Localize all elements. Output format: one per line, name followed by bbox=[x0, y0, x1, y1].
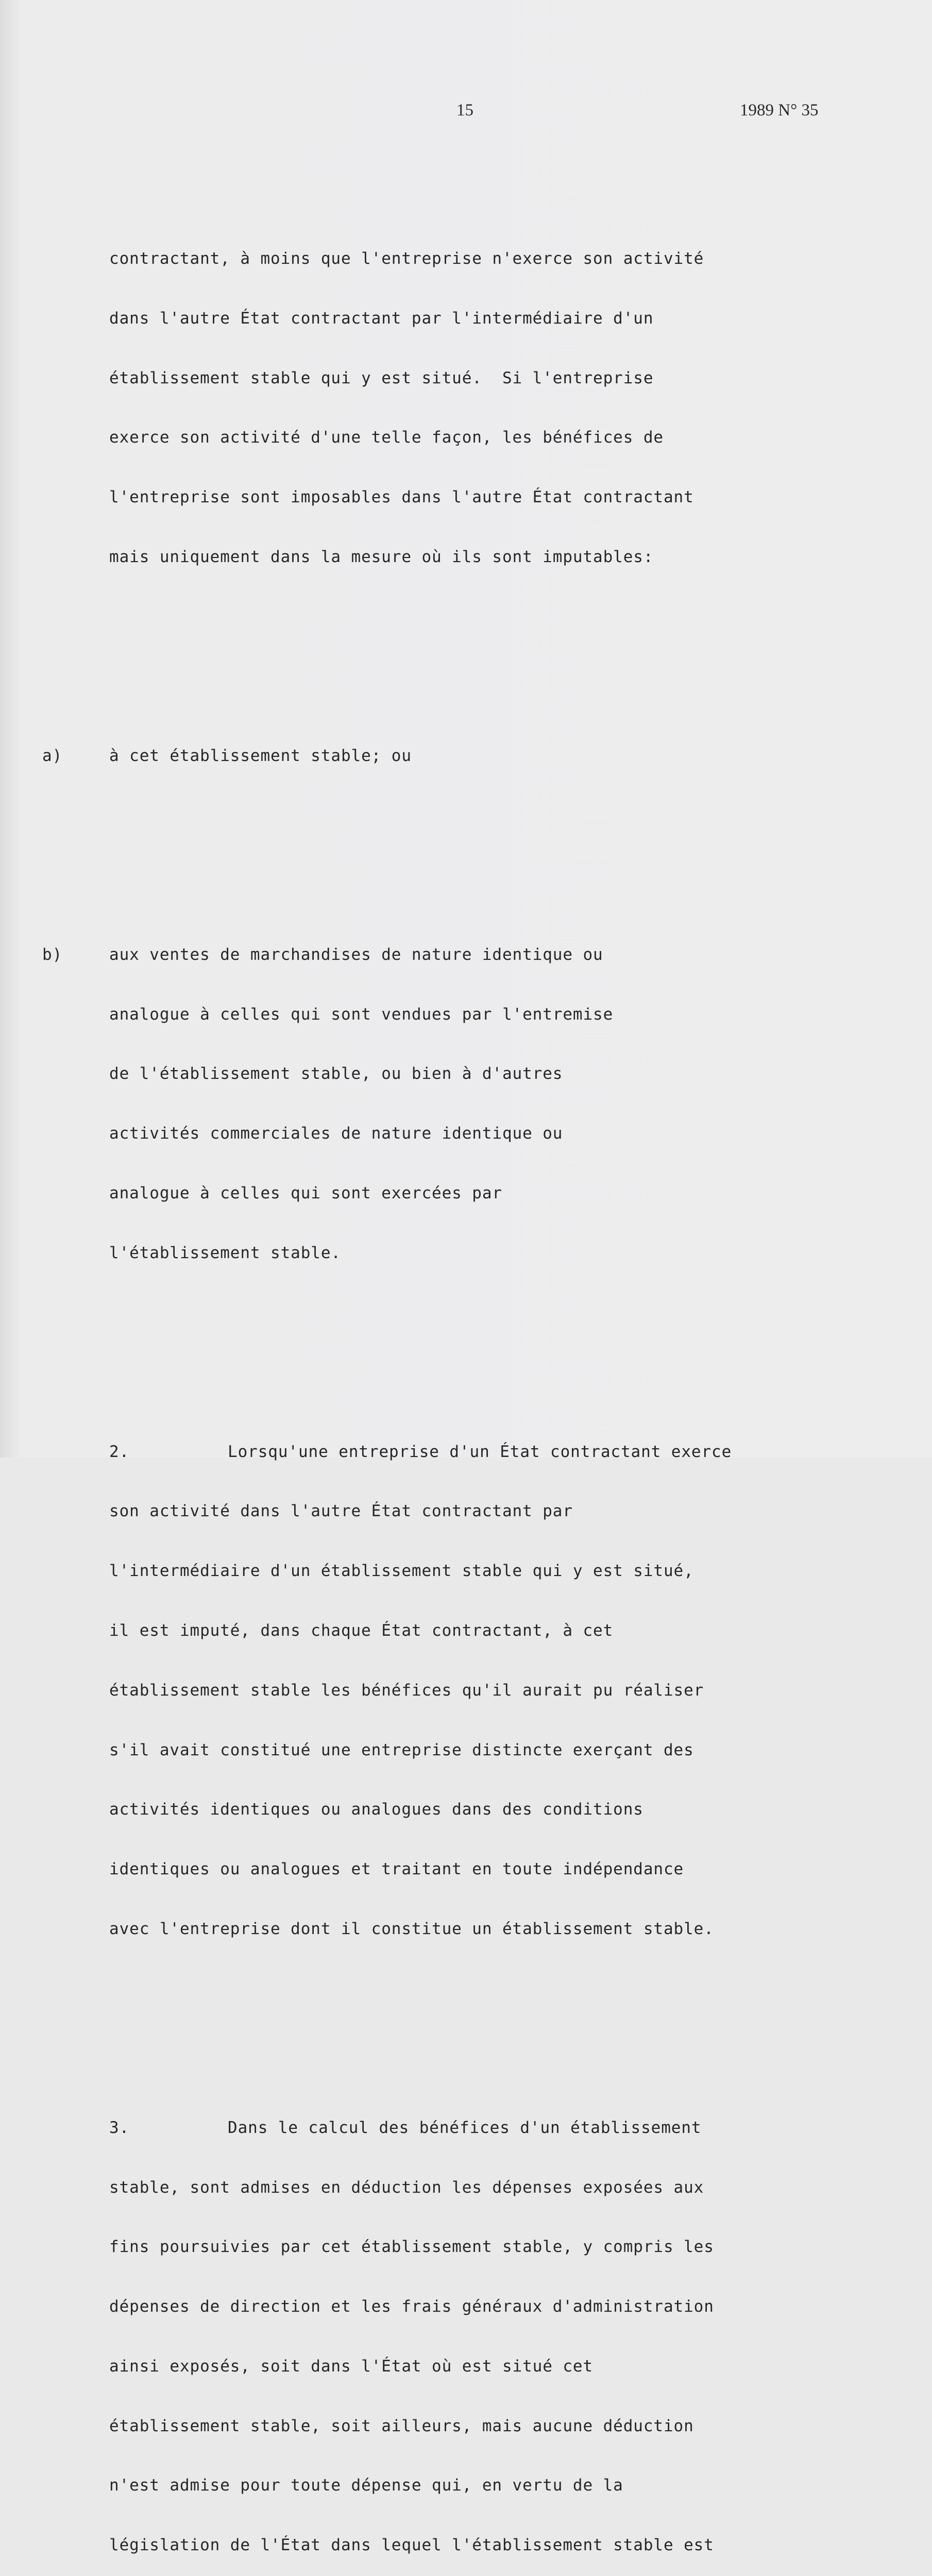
text-line: Lorsqu'une entreprise d'un État contractant exerce bbox=[228, 1442, 732, 1461]
paragraph-3 bbox=[109, 2078, 841, 2576]
page-number: 15 bbox=[456, 101, 473, 120]
text-line: l'intermédiaire d'un établissement stable qui y est situé, bbox=[109, 1562, 694, 1581]
text-line: fins poursuivies par cet établissement stable, y compris les bbox=[109, 2238, 714, 2257]
subparagraph-label: b) bbox=[42, 945, 63, 964]
text-line: dépenses de direction et les frais généraux d'administration bbox=[109, 2297, 714, 2316]
text-line: établissement stable les bénéfices qu'il aurait pu réaliser bbox=[109, 1681, 704, 1700]
paragraph-intro bbox=[109, 209, 841, 607]
text-line: établissement stable qui y est situé. Si l'entreprise bbox=[109, 368, 654, 387]
text-line: identiques ou analogues et traitant en toute indépendance bbox=[109, 1860, 684, 1879]
text-line: activités commerciales de nature identique ou bbox=[109, 1124, 563, 1143]
subparagraph-b bbox=[42, 905, 841, 1303]
text-line: analogue à celles qui sont exercées par bbox=[109, 1183, 502, 1202]
text-line: mais uniquement dans la mesure où ils sont imputables: bbox=[109, 547, 654, 566]
paragraph-number: 2. bbox=[109, 1442, 130, 1461]
text-line: avec l'entreprise dont il constitue un établissement stable. bbox=[109, 1919, 714, 1938]
subparagraph-label: a) bbox=[42, 746, 63, 765]
text-line: s'il avait constitué une entreprise distincte exerçant des bbox=[109, 1740, 694, 1759]
document-reference: 1989 N° 35 bbox=[740, 101, 819, 120]
paragraph-number: 3. bbox=[109, 2118, 130, 2137]
text-line: ainsi exposés, soit dans l'État où est situé cet bbox=[109, 2357, 594, 2376]
text-line: établissement stable, soit ailleurs, mais aucune déduction bbox=[109, 2416, 694, 2435]
text-line: son activité dans l'autre État contractant par bbox=[109, 1502, 573, 1521]
text-line: il est imputé, dans chaque État contractant, à cet bbox=[109, 1621, 614, 1640]
text-line: exerce son activité d'une telle façon, les bénéfices de bbox=[109, 428, 664, 447]
text-line: l'entreprise sont imposables dans l'autre État contractant bbox=[109, 488, 694, 507]
text-line: à cet établissement stable; ou bbox=[109, 746, 412, 765]
paragraph-2 bbox=[109, 1402, 841, 1978]
text-line: l'établissement stable. bbox=[109, 1243, 341, 1262]
text-line: stable, sont admises en déduction les dépenses exposées aux bbox=[109, 2178, 704, 2197]
text-line: législation de l'État dans lequel l'établissement stable est bbox=[109, 2536, 714, 2555]
text-line: n'est admise pour toute dépense qui, en vertu de la bbox=[109, 2476, 623, 2495]
text-line: Dans le calcul des bénéfices d'un établissement bbox=[228, 2118, 702, 2137]
subparagraph-a bbox=[42, 706, 841, 806]
text-line: aux ventes de marchandises de nature identique ou bbox=[109, 945, 603, 964]
text-line: activités identiques ou analogues dans des conditions bbox=[109, 1800, 643, 1819]
document-body bbox=[42, 149, 841, 2576]
text-line: analogue à celles qui sont vendues par l'entremise bbox=[109, 1005, 614, 1024]
text-line: dans l'autre État contractant par l'intermédiaire d'un bbox=[109, 309, 654, 328]
text-line: contractant, à moins que l'entreprise n'exerce son activité bbox=[109, 249, 704, 268]
text-line: de l'établissement stable, ou bien à d'autres bbox=[109, 1064, 563, 1083]
